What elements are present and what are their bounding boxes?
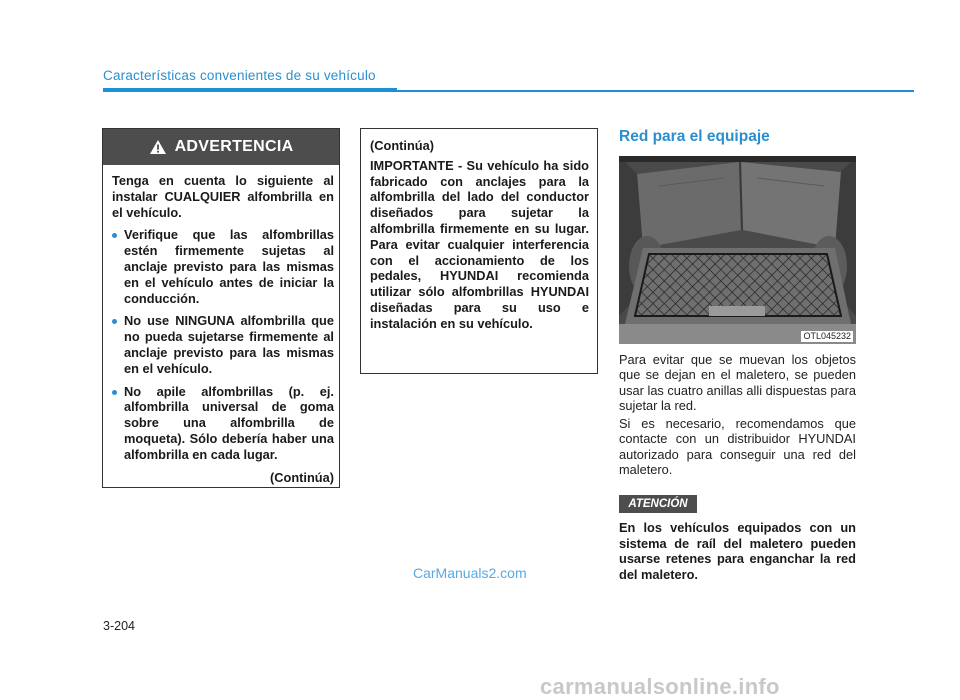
paragraph-1: Para evitar que se muevan los objetos que se dejan en el maletero, se pueden usar las cuatro anillas alli dispuestas para sujetar la red. xyxy=(619,352,856,413)
footer-watermark: carmanualsonline.info xyxy=(540,674,780,699)
image-code: OTL045232 xyxy=(803,331,851,341)
page-header-title: Características convenientes de su vehículo xyxy=(103,68,376,83)
bullet-icon xyxy=(112,233,117,238)
notice-text: En los vehículos equipados con un sistema de raíl del maletero pueden usarse retenes para enganchar la red del maletero. xyxy=(619,520,856,582)
warning-heading: ADVERTENCIA xyxy=(174,138,294,155)
bullet-icon xyxy=(112,319,117,324)
page-number: 3-204 xyxy=(103,619,135,633)
warning-header xyxy=(103,129,339,165)
warning-item xyxy=(112,313,334,376)
notice-label: ATENCIÓN xyxy=(619,495,697,513)
watermark-link[interactable]: CarManuals2.com xyxy=(413,565,527,581)
cargo-net-photo xyxy=(619,156,856,344)
continued-heading: (Continúa) xyxy=(370,138,434,153)
header-rule-accent xyxy=(103,88,397,92)
warning-continued: (Continúa) xyxy=(270,469,334,485)
continued-box xyxy=(360,128,598,374)
section-title: Red para el equipaje xyxy=(619,128,770,145)
bullet-icon xyxy=(112,390,117,395)
warning-item-text: No apile alfombrillas (p. ej. alfombrilla universal de goma sobre una alfombrilla de moqueta). Sólo debería haber una alfombrilla en cada lugar. xyxy=(124,383,334,462)
header-rule xyxy=(397,90,914,92)
warning-item xyxy=(112,227,334,306)
warning-body xyxy=(112,173,334,485)
warning-triangle-icon xyxy=(149,139,167,155)
warning-item-text: No use NINGUNA alfombrilla que no pueda sujetarse firmemente al anclaje previsto para las mismas en el vehículo. xyxy=(124,313,334,376)
warning-intro: Tenga en cuenta lo siguiente al instalar CUALQUIER alfombrilla en el vehículo. xyxy=(112,173,334,220)
paragraph-2: Si es necesario, recomendamos que contacte con un distribuidor HYUNDAI autorizado para conseguir una red del maletero. xyxy=(619,416,856,477)
warning-box xyxy=(102,128,340,488)
continued-body xyxy=(370,138,589,336)
cargo-net-illustration xyxy=(619,156,856,344)
continued-text: IMPORTANTE - Su vehículo ha sido fabricado con anclajes para la alfombrilla del lado del conductor diseñados para sujetar la alfombrilla firmemente en su lugar. Para evitar cualquier interferencia con el accionamiento de los pedales, HYUNDAI recomienda utilizar sólo alfombrillas HYUNDAI diseñadas para su uso e instalación en su vehículo. xyxy=(370,157,589,331)
warning-item xyxy=(112,384,334,463)
warning-item-text: Verifique que las alfombrillas estén firmemente sujetas al anclaje previsto para las mismas en el vehículo antes de iniciar la conducción. xyxy=(124,227,334,306)
